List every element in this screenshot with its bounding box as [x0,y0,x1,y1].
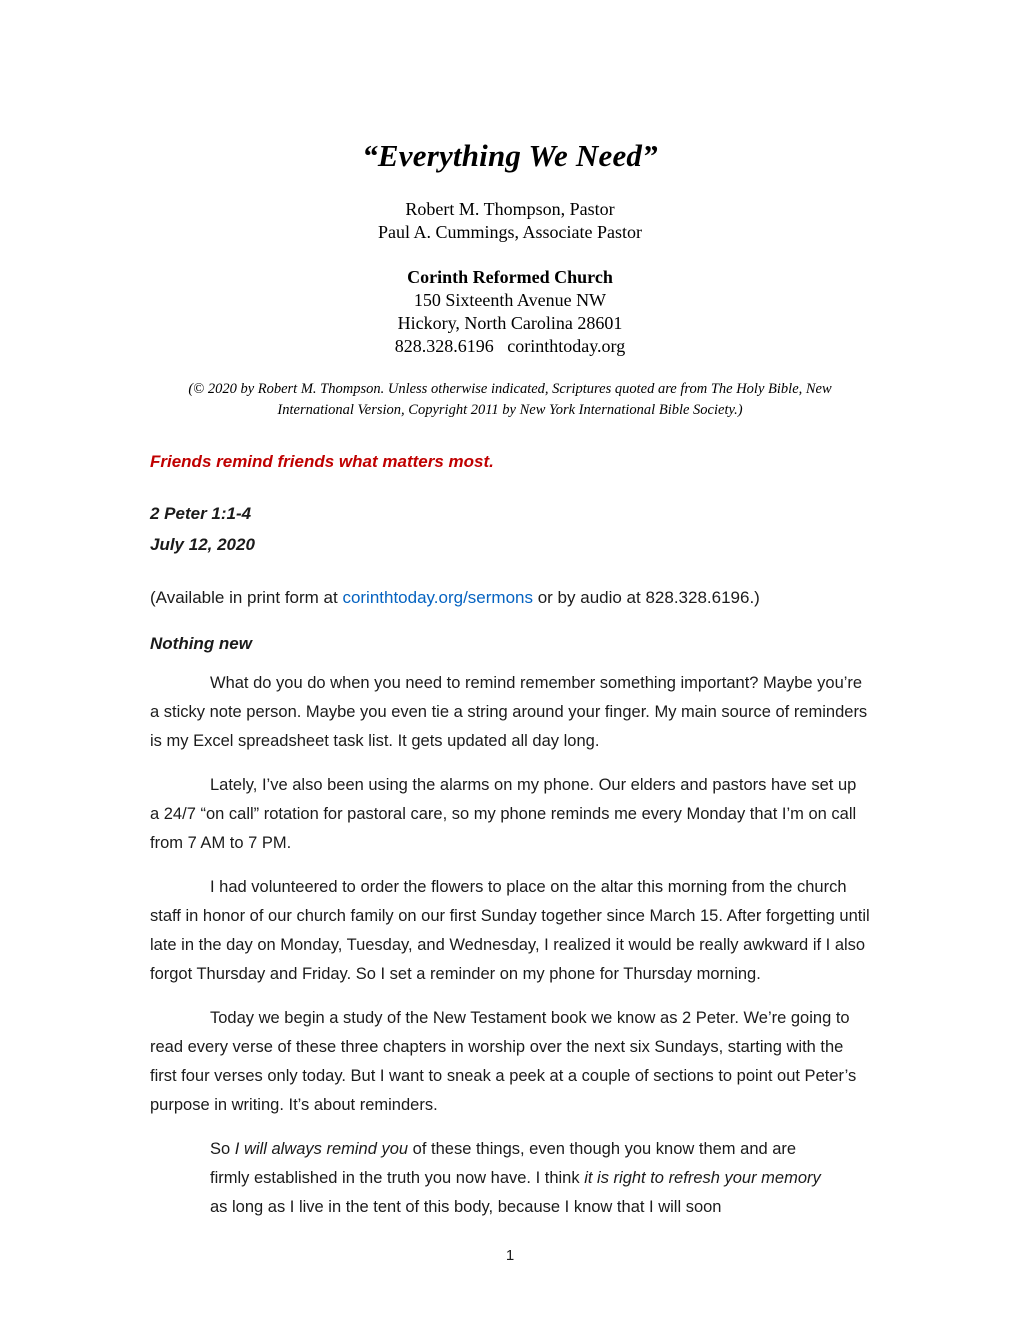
scripture-quote-paragraph [210,1135,825,1222]
pastor-lines [150,198,870,244]
document-header [150,138,870,421]
quote-segment-5: as long as I live in the tent of this body, because I know that I will soon [210,1198,722,1216]
page-number: 1 [505,1247,515,1264]
quote-segment-2-italic: I will always remind you [234,1140,409,1158]
pastor-line-1: Robert M. Thompson, Pastor [405,199,615,219]
church-address-block [150,266,870,358]
sermons-link[interactable]: corinthtoday.org/sermons [342,588,533,607]
church-contact-line: 828.328.6196 corinthtoday.org [394,336,626,356]
availability-text-post: or by audio at 828.328.6196.) [533,588,760,607]
body-paragraph-1: What do you do when you need to remind remember something important? Maybe you’re a sticky note person. Maybe you even tie a string around your finger. My main source of reminders is my Excel spreadsheet task list. It gets updated all day long. [150,674,868,750]
body-paragraph-3: I had volunteered to order the flowers to place on the altar this morning from the church staff in honor of our church family on our first Sunday together since March 15. After forgetting until late in the day on Monday, Tuesday, and Wednesday, I realized it would be really awkward if I also forgot Thursday and Friday. So I set a reminder on my phone for Thursday morning. [150,878,870,983]
availability-text-pre: (Available in print form at [150,588,343,607]
section-heading-nothing-new: Nothing new [150,634,252,653]
church-address-line-1: 150 Sixteenth Avenue NW [413,290,607,310]
availability-line [150,586,870,610]
copyright-notice: (© 2020 by Robert M. Thompson. Unless otherwise indicated, Scriptures quoted are from The Holy Bible, New International Version, Copyright 2011 by New York International Bible Society.) [188,381,832,418]
church-address-line-2: Hickory, North Carolina 28601 [397,313,623,333]
body-paragraph-2: Lately, I’ve also been using the alarms on my phone. Our elders and pastors have set up a 24/7 “on call” rotation for pastoral care, so my phone reminds me every Monday that I’m on call from 7 AM to 7 PM. [150,776,857,852]
quote-segment-1: So [210,1140,235,1158]
body-paragraph-4: Today we begin a study of the New Testament book we know as 2 Peter. We’re going to read every verse of these three chapters in worship over the next six Sundays, starting with the first four verses only today. But I want to sneak a peek at a couple of sections to point out Peter’s purpose in writing. It’s about reminders. [150,1009,857,1114]
pastor-line-2: Paul A. Cummings, Associate Pastor [377,222,642,242]
church-name: Corinth Reformed Church [407,267,613,287]
quote-segment-4-italic: it is right to refresh your memory [584,1169,821,1187]
quote-segment-3: of these things, even though you know them and are firmly established in the truth you now have. I think [210,1140,797,1187]
sermon-date: July 12, 2020 [150,535,255,554]
sermon-title: “Everything We Need” [362,138,658,173]
sermon-tagline: Friends remind friends what matters most. [150,452,494,471]
scripture-reference: 2 Peter 1:1-4 [150,504,252,523]
